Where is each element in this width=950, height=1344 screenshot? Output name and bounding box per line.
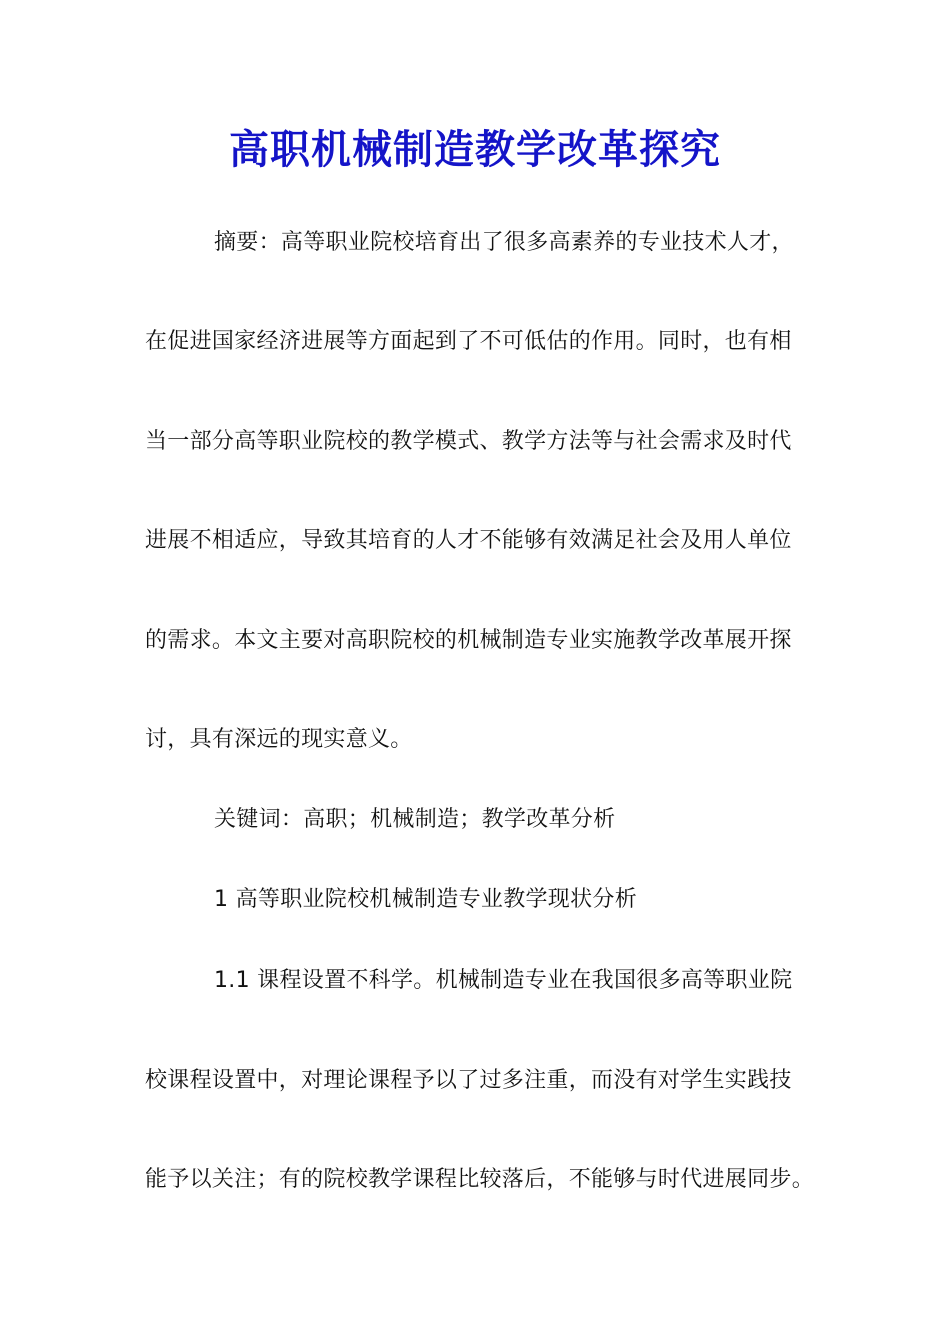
abstract-line-5: 的需求。本文主要对高职院校的机械制造专业实施教学改革展开探: [145, 628, 792, 653]
body-line-1: 1.1 课程设置不科学。机械制造专业在我国很多高等职业院: [214, 968, 793, 993]
abstract-line-2: 在促进国家经济进展等方面起到了不可低估的作用。同时，也有相: [145, 329, 792, 354]
body-line-3: 能予以关注；有的院校教学课程比较落后，不能够与时代进展同步。: [145, 1167, 815, 1192]
section-heading-1: 1 高等职业院校机械制造专业教学现状分析: [214, 887, 637, 912]
body-line-2: 校课程设置中，对理论课程予以了过多注重，而没有对学生实践技: [145, 1068, 792, 1093]
abstract-line-4: 进展不相适应，导致其培育的人才不能够有效满足社会及用人单位: [145, 528, 792, 553]
document-title: 高职机械制造教学改革探究: [229, 126, 721, 173]
abstract-line-1: 摘要：高等职业院校培育出了很多高素养的专业技术人才，: [214, 230, 794, 255]
keywords-line: 关键词：高职；机械制造；教学改革分析: [214, 807, 616, 832]
abstract-line-3: 当一部分高等职业院校的教学模式、教学方法等与社会需求及时代: [145, 429, 792, 454]
abstract-line-6: 讨，具有深远的现实意义。: [145, 727, 413, 752]
